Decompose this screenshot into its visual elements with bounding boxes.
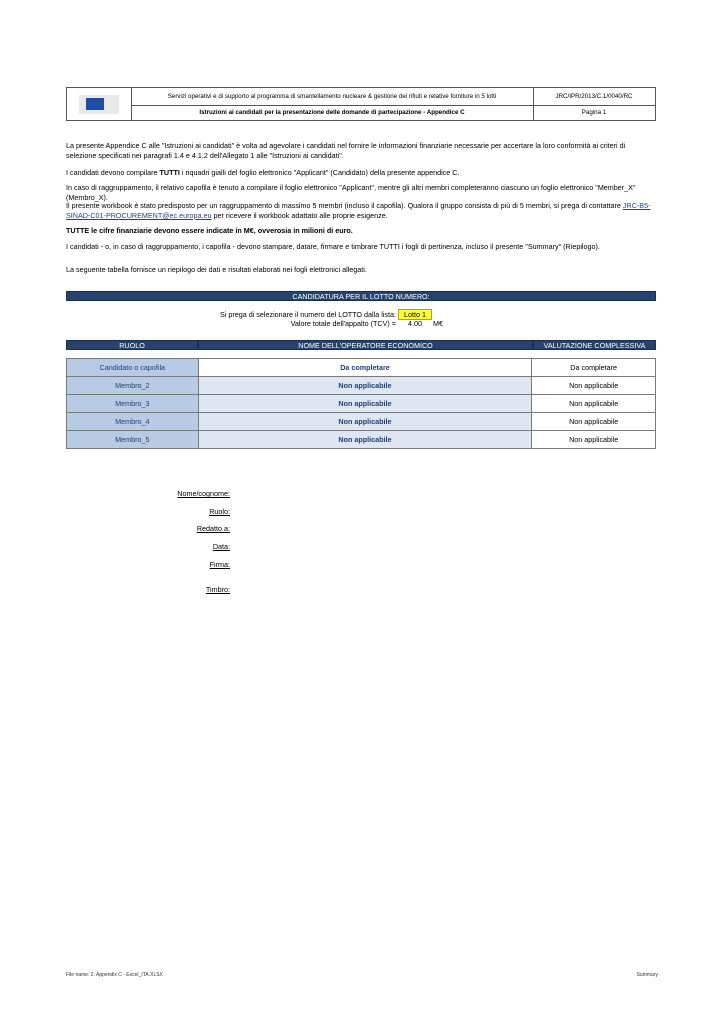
eu-flag-logo — [79, 95, 119, 114]
page-number: Pagina 1 — [581, 109, 607, 116]
signature-sign-label: Firma: — [209, 560, 230, 569]
lotto-select-label: Si prega di selezionare il numero del LOTTO dalla lista: — [219, 310, 396, 319]
p4-post: per ricevere il workbook adattato alle proprie esigenze. — [211, 210, 388, 220]
row-evaluation: Non applicabile — [532, 395, 656, 413]
table-row — [67, 413, 656, 431]
intro-paragraph-6: I candidati - o, in caso di raggruppamento, i capofila - devono stampare, datare, firmare e timbrare TUTTI i fogli di pertinenza, incluso il presente "Summary" (Riepilogo). — [66, 242, 600, 251]
procurement-email-link[interactable]: JRC-B5-SINAD-C01-PROCUREMENT@ec.europa.eu — [66, 201, 651, 220]
header-operator-name: NOME DELL'OPERATORE ECONOMICO — [198, 340, 533, 350]
tcv-unit: M€ — [433, 319, 443, 328]
p2-pre: I candidati devono compilare — [66, 168, 160, 177]
row-role: Membro_3 — [67, 395, 199, 413]
row-operator-name: Da completare — [198, 359, 532, 377]
footer-sheet-name: Summary — [636, 972, 658, 978]
row-operator-name: Non applicabile — [198, 395, 532, 413]
p2-post: i riquadri gialli del foglio elettronico "Applicant" (Candidato) della presente appendice C. — [179, 168, 460, 177]
p2-bold: TUTTI — [159, 168, 180, 177]
intro-paragraph-5: TUTTE le cifre finanziarie devono essere indicate in M€, ovverosia in milioni di euro. — [66, 226, 353, 235]
intro-paragraph-7: La seguente tabella fornisce un riepilogo dei dati e risultati elaborati nei fogli elettronici allegati. — [66, 265, 367, 274]
lotto-select[interactable]: Lotto 1 — [398, 309, 432, 320]
row-evaluation: Non applicabile — [532, 431, 656, 449]
row-evaluation: Non applicabile — [532, 413, 656, 431]
signature-stamp-label: Timbro: — [205, 585, 230, 594]
header-title: Istruzioni ai candidati per la presentazione delle domande di partecipazione - Appendice C — [199, 109, 465, 116]
tcv-label: Valore totale dell'appalto (TCV) = — [290, 319, 396, 328]
header-meta-cell — [533, 88, 655, 120]
row-role: Membro_4 — [67, 413, 199, 431]
intro-paragraph-3: In caso di raggruppamento, il relativo capofila è tenuto a compilare il foglio elettronico "Applicant", mentre gli altri membri completeranno ciascuno un foglio elettronico "Member_X" (Membro_X). — [66, 183, 636, 202]
row-operator-name: Non applicabile — [198, 431, 532, 449]
header-evaluation: VALUTAZIONE COMPLESSIVA — [533, 340, 656, 350]
table-row — [67, 359, 656, 377]
p4-pre: Il presente workbook è stato predisposto per un raggruppamento di massimo 5 membri (incluso il capofila). Qualora il gruppo consista di più di 5 membri, si prega di contattare — [66, 201, 623, 210]
eu-flag-icon — [86, 98, 104, 110]
logo-cell — [67, 88, 132, 120]
signature-date-label: Data: — [212, 542, 230, 551]
intro-paragraph-4 — [66, 201, 656, 220]
document-header — [66, 87, 656, 121]
row-operator-name: Non applicabile — [198, 413, 532, 431]
reference-number: JRC/IPR/2013/C.1/0040/RC — [533, 88, 655, 106]
header-subtitle: Servizi operativi e di supporto al programma di smantellamento nucleare & gestione dei rifiuti e relative forniture in 5 lotti — [131, 88, 533, 106]
signature-name-label: Nome/cognome: — [177, 489, 230, 498]
intro-paragraph-1: La presente Appendice C alle "Istruzioni ai candidati" è volta ad agevolare i candidati nel fornire le informazioni finanziarie necessarie per accertare la loro conformità ai criteri di selezione specificati nei paragrafi 1.4 e 4.1.2 dell'Allegato 1 alle "Istruzioni ai candidati". — [66, 141, 626, 160]
summary-table — [66, 358, 656, 449]
row-role: Candidato o capofila — [67, 359, 199, 377]
header-title-cell — [131, 88, 534, 120]
signature-drafted-label: Redatto a: — [196, 524, 230, 533]
signature-role-label: Ruolo: — [209, 507, 230, 516]
row-evaluation: Da completare — [532, 359, 656, 377]
row-evaluation: Non applicabile — [532, 377, 656, 395]
tcv-value: 4.00 — [408, 319, 422, 328]
table-row — [67, 395, 656, 413]
footer-filename: File name: 2. Appendix C - Excel_ITA.XLSX — [66, 972, 163, 978]
candidatura-bar: CANDIDATURA PER IL LOTTO NUMERO: — [66, 291, 656, 301]
row-role: Membro_2 — [67, 377, 199, 395]
header-role: RUOLO — [66, 340, 198, 350]
table-row — [67, 431, 656, 449]
table-row — [67, 377, 656, 395]
row-role: Membro_5 — [67, 431, 199, 449]
intro-paragraph-2 — [66, 168, 656, 178]
row-operator-name: Non applicabile — [198, 377, 532, 395]
